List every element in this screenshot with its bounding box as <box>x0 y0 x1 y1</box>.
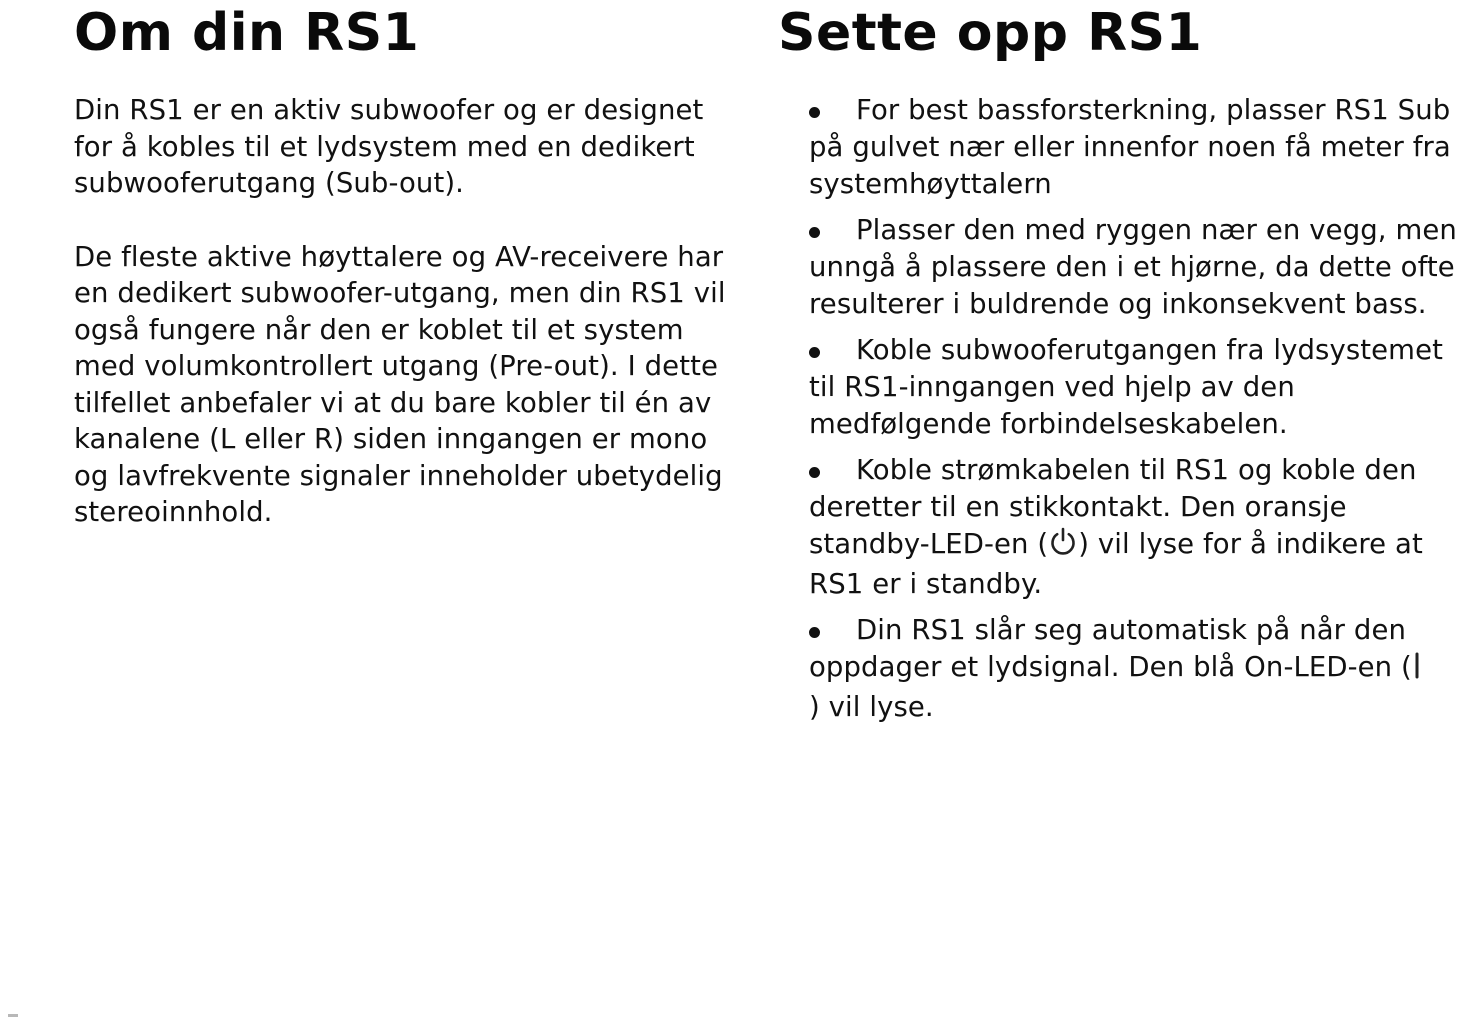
setup-steps-list <box>778 92 1474 726</box>
setup-step-text: Koble strømkabelen til RS1 og koble den deretter til en stikkontakt. Den oransje standby-LED-en ( <box>809 454 1417 560</box>
setup-step-text-cont: ) vil lyse. <box>809 691 934 723</box>
setup-step-text: Koble subwooferutgangen fra lydsystemet til RS1-inngangen ved hjelp av den medfølgende forbindelseskabelen. <box>809 334 1443 440</box>
bullet-icon <box>809 347 820 358</box>
section-title-setup: Sette opp RS1 <box>778 3 1203 63</box>
setup-step <box>809 612 1429 726</box>
setup-step-text-cont: ) vil lyse for å indikere at RS1 er i standby. <box>809 528 1423 600</box>
setup-step <box>809 332 1473 443</box>
setup-step-text: Plasser den med ryggen nær en vegg, men unngå å plassere den i et hjørne, da dette ofte resulterer i buldrende og inkonsekvent bass. <box>809 214 1457 320</box>
power-icon <box>1048 526 1078 566</box>
scan-artifact <box>8 1014 18 1017</box>
bullet-icon <box>809 107 820 118</box>
section-title-about: Om din RS1 <box>74 3 420 63</box>
bullet-icon <box>809 627 820 638</box>
about-paragraph-1: Din RS1 er en aktiv subwoofer og er designet for å kobles til et lydsystem med en dedikert subwooferutgang (Sub-out). <box>74 94 704 199</box>
about-paragraph-2: De fleste aktive høyttalere og AV-receivere har en dedikert subwoofer-utgang, men din RS1 vil også fungere når den er koblet til et system med volumkontrollert utgang (Pre-out). I dette tilfellet anbefaler vi at du bare kobler til én av kanalene (L eller R) siden inngangen er mono og lavfrekvente signaler inneholder ubetydelig stereoinnhold. <box>74 240 726 528</box>
on-bar-icon <box>1412 651 1422 689</box>
setup-step <box>809 212 1475 323</box>
setup-step <box>809 92 1469 203</box>
setup-step <box>809 452 1449 603</box>
right-column <box>778 0 1474 735</box>
bullet-icon <box>809 467 820 478</box>
bullet-icon <box>809 227 820 238</box>
left-column <box>74 0 734 531</box>
setup-step-text: Din RS1 slår seg automatisk på når den oppdager et lydsignal. Den blå On-LED-en ( <box>809 614 1412 683</box>
setup-step-text: For best bassforsterkning, plasser RS1 Sub på gulvet nær eller innenfor noen få meter fra systemhøyttalern <box>809 94 1451 200</box>
